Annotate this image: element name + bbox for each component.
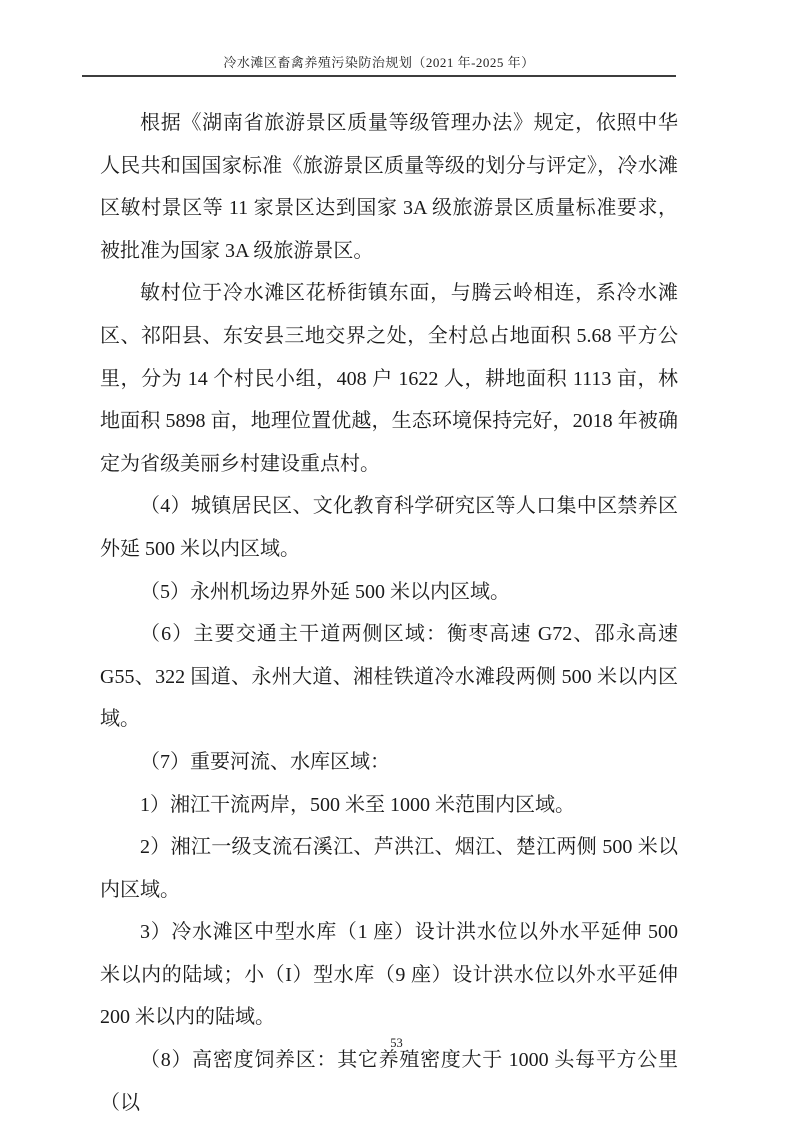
document-body bbox=[100, 102, 678, 1122]
paragraph: （4）城镇居民区、文化教育科学研究区等人口集中区禁养区外延 500 米以内区域。 bbox=[100, 495, 678, 560]
page-number: 53 bbox=[390, 1036, 403, 1050]
paragraph: 2）湘江一级支流石溪江、芦洪江、烟江、楚江两侧 500 米以内区域。 bbox=[100, 836, 678, 901]
paragraph: （5）永州机场边界外延 500 米以内区域。 bbox=[140, 580, 510, 603]
page-header-title: 冷水滩区畜禽养殖污染防治规划（2021 年-2025 年） bbox=[223, 55, 535, 70]
paragraph: （8）高密度饲养区：其它养殖密度大于 1000 头每平方公里（以 bbox=[100, 1049, 678, 1114]
paragraph: 敏村位于冷水滩区花桥街镇东面，与腾云岭相连，系冷水滩区、祁阳县、东安县三地交界之处，全村总占地面积 5.68 平方公里，分为 14 个村民小组，408 户 1622 人，耕地面积 1113 亩，林地面积 5898 亩，地理位置优越，生态环境保持完好，2018 年被确定为省级美丽乡村建设重点村。 bbox=[100, 282, 678, 475]
page-header bbox=[82, 55, 676, 77]
paragraph: 1）湘江干流两岸，500 米至 1000 米范围内区域。 bbox=[140, 793, 575, 816]
paragraph: 根据《湖南省旅游景区质量等级管理办法》规定，依照中华人民共和国国家标准《旅游景区质量等级的划分与评定》，冷水滩区敏村景区等 11 家景区达到国家 3A 级旅游景区质量标准要求，被批准为国家 3A 级旅游景区。 bbox=[100, 112, 678, 262]
paragraph: （7）重要河流、水库区域： bbox=[140, 750, 390, 773]
paragraph: （6）主要交通主干道两侧区域：衡枣高速 G72、邵永高速 G55、322 国道、永州大道、湘桂铁道冷水滩段两侧 500 米以内区域。 bbox=[100, 623, 678, 731]
paragraph: 3）冷水滩区中型水库（1 座）设计洪水位以外水平延伸 500 米以内的陆域；小（I）型水库（9 座）设计洪水位以外水平延伸 200 米以内的陆域。 bbox=[100, 921, 678, 1029]
page-footer bbox=[0, 1036, 793, 1051]
